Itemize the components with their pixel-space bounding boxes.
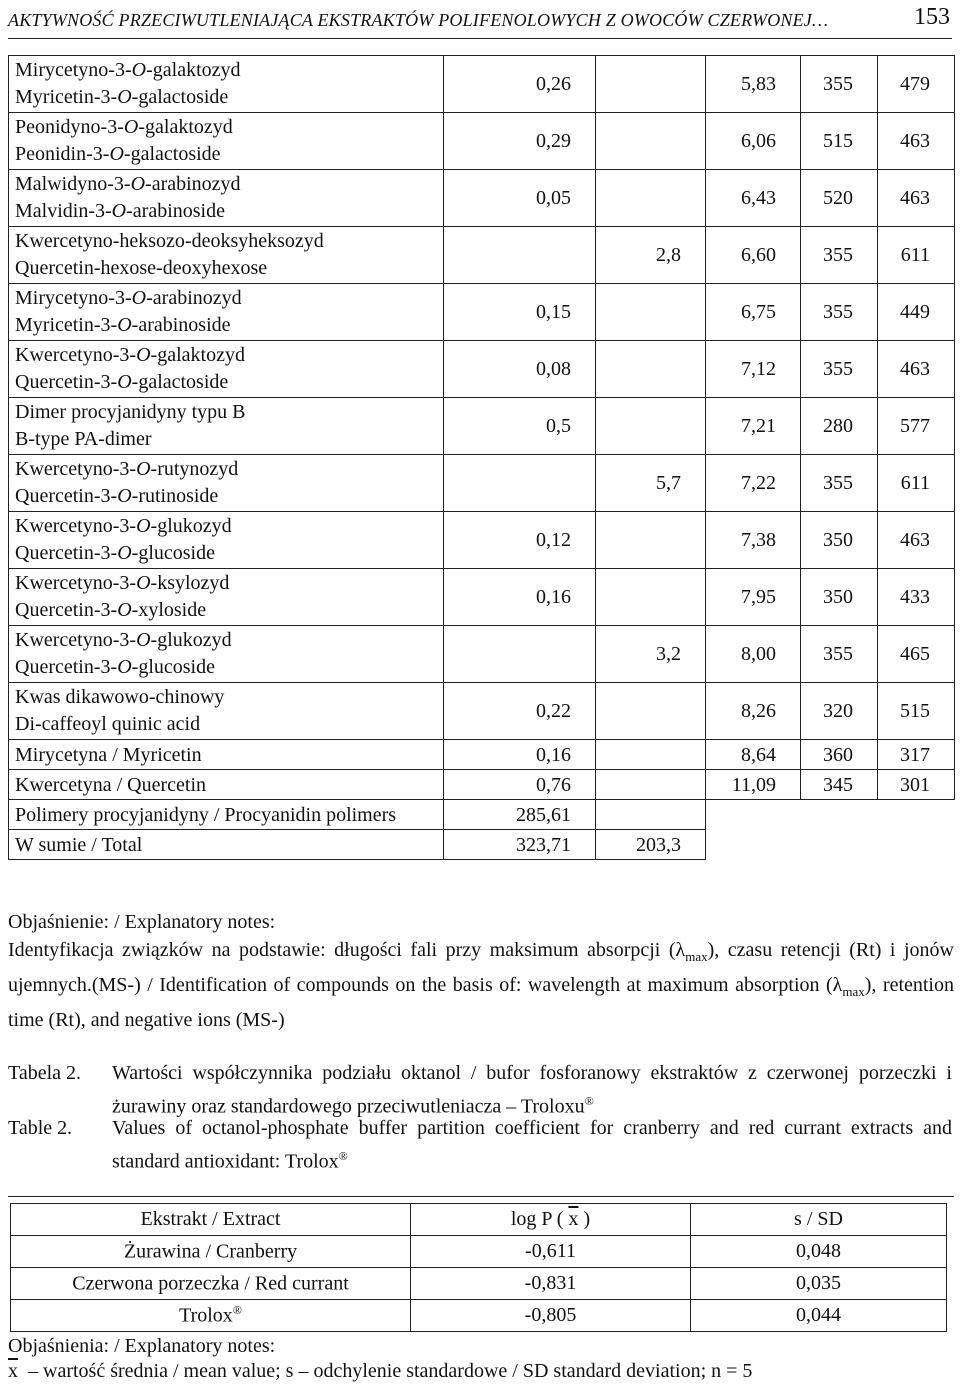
compound-name-pl: Kwercetyno-3-O-glukozyd xyxy=(15,515,232,537)
compound-name xyxy=(9,56,444,113)
compound-o-italic: O xyxy=(117,485,132,507)
cell-c2 xyxy=(596,170,706,227)
cell-lmax: 345 xyxy=(801,770,878,800)
cell-ms: 611 xyxy=(878,455,955,512)
cell-c1: 0,12 xyxy=(444,512,596,569)
cell-ms: 317 xyxy=(878,740,955,770)
cell-c2 xyxy=(596,56,706,113)
compound-o-italic: O xyxy=(117,314,132,336)
compound-name-en: Quercetin-3-O-glucoside xyxy=(15,542,215,564)
compound-row xyxy=(9,227,955,284)
compound-name xyxy=(9,113,444,170)
compound-o-italic: O xyxy=(117,371,132,393)
compound-name: Mirycetyna / Myricetin xyxy=(9,740,444,770)
compound-row xyxy=(9,170,955,227)
cell-lmax: 360 xyxy=(801,740,878,770)
compound-o-italic: O xyxy=(109,143,124,165)
cell-rt: 7,38 xyxy=(706,512,801,569)
compound-name-en: Quercetin-3-O-xyloside xyxy=(15,599,207,621)
compound-o-italic: O xyxy=(131,287,147,309)
caption-polish-text xyxy=(112,1059,952,1121)
cell-lmax: 355 xyxy=(801,56,878,113)
cell-rt: 8,26 xyxy=(706,683,801,740)
cell-c2: 2,8 xyxy=(596,227,706,284)
running-title: AKTYWNOŚĆ PRZECIWUTLENIAJĄCA EKSTRAKTÓW POLIFENOLOWYCH Z OWOCÓW CZERWONEJ… xyxy=(8,10,829,30)
compound-name-pl: Dimer procyjanidyny typu B xyxy=(15,401,246,423)
cell-c1: 0,16 xyxy=(444,569,596,626)
compound-name-en: B-type PA-dimer xyxy=(15,428,152,450)
notes-text-c: ), retention time (Rt), and negative ions (MS-) xyxy=(8,974,954,1031)
cell-lmax: 280 xyxy=(801,398,878,455)
compound-o-italic: O xyxy=(136,629,151,651)
cell-c2 xyxy=(596,770,706,800)
registered-mark: ® xyxy=(338,1149,348,1163)
compounds-table-body xyxy=(9,56,955,860)
compound-o-italic: O xyxy=(117,599,132,621)
cell-c1: 0,05 xyxy=(444,170,596,227)
cell-lmax: 320 xyxy=(801,683,878,740)
notes-sub-b: max xyxy=(842,984,865,999)
cell-lmax: 355 xyxy=(801,341,878,398)
compound-name xyxy=(9,227,444,284)
partition-row xyxy=(11,1236,947,1268)
compound-o-italic: O xyxy=(130,173,146,195)
partition-header-row xyxy=(11,1204,947,1236)
compound-row xyxy=(9,683,955,740)
compound-row xyxy=(9,56,955,113)
compound-name xyxy=(9,284,444,341)
cell-ms: 463 xyxy=(878,170,955,227)
sd-value: 0,048 xyxy=(691,1236,947,1268)
compound-o-italic: O xyxy=(117,656,132,678)
compound-name-pl: Kwercetyno-heksozo-deoksyheksozyd xyxy=(15,230,324,252)
cell-c2 xyxy=(596,740,706,770)
caption-polish-body: Wartości współczynnika podziału oktanol / bufor fosforanowy ekstraktów z czerwonej porzeczki i żurawiny oraz standardowego przeciwutleniacza – Troloxu xyxy=(112,1062,952,1118)
compound-row xyxy=(9,770,955,800)
sd-value: 0,035 xyxy=(691,1268,947,1300)
compound-name-pl: Kwercetyno-3-O-galaktozyd xyxy=(15,344,245,366)
cell-c1: 323,71 xyxy=(444,830,596,860)
cell-rt: 6,43 xyxy=(706,170,801,227)
notes-text-a: Identyfikacja związków na podstawie: długości fali przy maksimum absorpcji (λ xyxy=(8,939,686,961)
cell-c2 xyxy=(596,284,706,341)
cell-rt: 7,21 xyxy=(706,398,801,455)
compound-name-pl: Mirycetyno-3-O-galaktozyd xyxy=(15,59,241,81)
cell-c2 xyxy=(596,113,706,170)
cell-c1: 0,15 xyxy=(444,284,596,341)
extract-name-text: Trolox xyxy=(179,1304,233,1327)
compound-row xyxy=(9,626,955,683)
compound-name: Kwercetyna / Quercetin xyxy=(9,770,444,800)
compound-name xyxy=(9,683,444,740)
cell-c2 xyxy=(596,683,706,740)
cell-rt: 7,22 xyxy=(706,455,801,512)
cell-lmax: 355 xyxy=(801,626,878,683)
caption-polish-label: Tabela 2. xyxy=(8,1062,82,1084)
cell-c1: 0,16 xyxy=(444,740,596,770)
cell-c1: 0,22 xyxy=(444,683,596,740)
compound-name-pl: Mirycetyno-3-O-arabinozyd xyxy=(15,287,242,309)
extract-name-text: Czerwona porzeczka / Red currant xyxy=(72,1272,349,1295)
compound-row xyxy=(9,284,955,341)
cell-c1: 0,29 xyxy=(444,113,596,170)
cell-c1: 0,26 xyxy=(444,56,596,113)
compound-row xyxy=(9,569,955,626)
compound-name-en: Peonidin-3-O-galactoside xyxy=(15,143,221,165)
cell-c1: 0,5 xyxy=(444,398,596,455)
compound-name xyxy=(9,341,444,398)
cell-ms: 577 xyxy=(878,398,955,455)
compound-name-pl: Kwercetyno-3-O-ksylozyd xyxy=(15,572,230,594)
polymers-row-name: Polimery procyjanidyny / Procyanidin polimers xyxy=(9,800,444,830)
table1-notes xyxy=(8,908,954,1034)
compound-o-italic: O xyxy=(136,344,151,366)
cell-c2: 3,2 xyxy=(596,626,706,683)
cell-c1 xyxy=(444,626,596,683)
cell-ms: 449 xyxy=(878,284,955,341)
compound-name-pl: Malwidyno-3-O-arabinozyd xyxy=(15,173,241,195)
compound-name-en: Quercetin-3-O-galactoside xyxy=(15,371,229,393)
cell-rt: 11,09 xyxy=(706,770,801,800)
cell-ms: 611 xyxy=(878,227,955,284)
compound-name-en: Di-caffeoyl quinic acid xyxy=(15,713,201,735)
cell-c2: 5,7 xyxy=(596,455,706,512)
compound-name-en: Quercetin-hexose-deoxyhexose xyxy=(15,257,268,279)
cell-lmax: 520 xyxy=(801,170,878,227)
cell-lmax: 350 xyxy=(801,512,878,569)
compound-name-en: Myricetin-3-O-arabinoside xyxy=(15,314,231,336)
caption-english-body: Values of octanol-phosphate buffer partition coefficient for cranberry and red currant extracts and standard antioxidant: Trolox xyxy=(112,1117,952,1173)
caption-english-label: Table 2. xyxy=(8,1117,73,1139)
compound-name xyxy=(9,569,444,626)
partition-table xyxy=(10,1203,947,1332)
compound-o-italic: O xyxy=(136,458,151,480)
total-row-name: W sumie / Total xyxy=(9,830,444,860)
compound-name xyxy=(9,398,444,455)
compound-name-en: Quercetin-3-O-glucoside xyxy=(15,656,215,678)
page-header xyxy=(8,4,952,39)
cell-c2 xyxy=(596,341,706,398)
cell-rt: 6,75 xyxy=(706,284,801,341)
sd-value: 0,044 xyxy=(691,1300,947,1332)
cell-ms: 463 xyxy=(878,341,955,398)
partition-row xyxy=(11,1300,947,1332)
cell-rt: 5,83 xyxy=(706,56,801,113)
compound-row xyxy=(9,740,955,770)
cell-c2 xyxy=(596,569,706,626)
header-sd: s / SD xyxy=(691,1204,947,1236)
cell-c2 xyxy=(596,800,706,830)
cell-lmax: 355 xyxy=(801,455,878,512)
cell-ms: 515 xyxy=(878,683,955,740)
page-number: 153 xyxy=(914,4,950,30)
notes-text xyxy=(8,936,954,1034)
compound-name-en: Quercetin-3-O-rutinoside xyxy=(15,485,219,507)
notes2-text xyxy=(8,1359,752,1384)
cell-c1 xyxy=(444,227,596,284)
compound-name-en: Myricetin-3-O-galactoside xyxy=(15,86,229,108)
cell-ms: 463 xyxy=(878,113,955,170)
registered-mark: ® xyxy=(232,1303,242,1318)
compound-row xyxy=(9,113,955,170)
header-logp-a: log P ( xyxy=(510,1208,564,1230)
caption-polish xyxy=(8,1059,954,1118)
table2-notes xyxy=(8,1334,752,1384)
compound-o-italic: O xyxy=(111,200,127,222)
logp-value: -0,611 xyxy=(411,1236,691,1268)
extract-name xyxy=(11,1300,411,1332)
cell-c2 xyxy=(596,398,706,455)
cell-c2: 203,3 xyxy=(596,830,706,860)
compound-name xyxy=(9,455,444,512)
partition-table-body xyxy=(11,1204,947,1332)
compound-o-italic: O xyxy=(136,515,151,537)
cell-ms: 301 xyxy=(878,770,955,800)
extract-name xyxy=(11,1236,411,1268)
cell-rt: 8,00 xyxy=(706,626,801,683)
total-row xyxy=(9,830,955,860)
compound-o-italic: O xyxy=(136,572,151,594)
compound-name-pl: Peonidyno-3-O-galaktozyd xyxy=(15,116,233,138)
cell-c1: 285,61 xyxy=(444,800,596,830)
empty-cell xyxy=(706,800,955,830)
notes-label: Objaśnienie: / Explanatory notes: xyxy=(8,911,276,933)
logp-value: -0,831 xyxy=(411,1268,691,1300)
cell-rt: 7,12 xyxy=(706,341,801,398)
compound-name-pl: Kwercetyno-3-O-rutynozyd xyxy=(15,458,239,480)
caption-english-text xyxy=(112,1114,952,1176)
compound-o-italic: O xyxy=(117,86,132,108)
notes-sub-a: max xyxy=(685,949,708,964)
cell-lmax: 355 xyxy=(801,284,878,341)
compound-row xyxy=(9,455,955,512)
cell-lmax: 350 xyxy=(801,569,878,626)
compound-name-pl: Kwercetyno-3-O-glukozyd xyxy=(15,629,232,651)
compounds-table xyxy=(8,55,955,860)
notes2-body: – wartość średnia / mean value; s – odchylenie standardowe / SD standard deviation; n = 5 xyxy=(28,1360,753,1382)
cell-rt: 6,06 xyxy=(706,113,801,170)
empty-cell xyxy=(706,830,955,860)
header-logp-xbar: $\overline{x}$ xyxy=(568,1208,579,1230)
extract-name xyxy=(11,1268,411,1300)
compound-name xyxy=(9,170,444,227)
cell-rt: 6,60 xyxy=(706,227,801,284)
logp-value: -0,805 xyxy=(411,1300,691,1332)
compound-row xyxy=(9,512,955,569)
cell-ms: 463 xyxy=(878,512,955,569)
caption-english xyxy=(8,1114,954,1173)
cell-rt: 7,95 xyxy=(706,569,801,626)
extract-name-text: Żurawina / Cranberry xyxy=(123,1240,298,1263)
partition-row xyxy=(11,1268,947,1300)
cell-c1: 0,76 xyxy=(444,770,596,800)
compound-o-italic: O xyxy=(123,116,139,138)
cell-rt: 8,64 xyxy=(706,740,801,770)
cell-ms: 465 xyxy=(878,626,955,683)
cell-c1: 0,08 xyxy=(444,341,596,398)
cell-lmax: 515 xyxy=(801,113,878,170)
header-logp xyxy=(411,1204,691,1236)
cell-c2 xyxy=(596,512,706,569)
compound-row xyxy=(9,341,955,398)
polymers-row xyxy=(9,800,955,830)
compound-row xyxy=(9,398,955,455)
cell-ms: 433 xyxy=(878,569,955,626)
compound-name-en: Malvidin-3-O-arabinoside xyxy=(15,200,225,222)
cell-lmax: 355 xyxy=(801,227,878,284)
registered-mark: ® xyxy=(584,1094,594,1108)
compound-name xyxy=(9,626,444,683)
compound-name-pl: Kwas dikawowo-chinowy xyxy=(15,686,225,708)
compound-o-italic: O xyxy=(117,542,132,564)
compound-o-italic: O xyxy=(131,59,147,81)
header-extract: Ekstrakt / Extract xyxy=(11,1204,411,1236)
cell-ms: 479 xyxy=(878,56,955,113)
header-logp-b: ) xyxy=(583,1208,591,1230)
cell-c1 xyxy=(444,455,596,512)
compound-name xyxy=(9,512,444,569)
notes-text-b: ), czasu retencji (Rt) i jonów ujemnych.(MS-) / Identification of compounds on the basis of: wavelength at maximum absorption (λ xyxy=(8,939,954,996)
notes2-label: Objaśnienia: / Explanatory notes: xyxy=(8,1335,276,1357)
notes2-xbar: $\overline{x}$ xyxy=(8,1360,18,1382)
